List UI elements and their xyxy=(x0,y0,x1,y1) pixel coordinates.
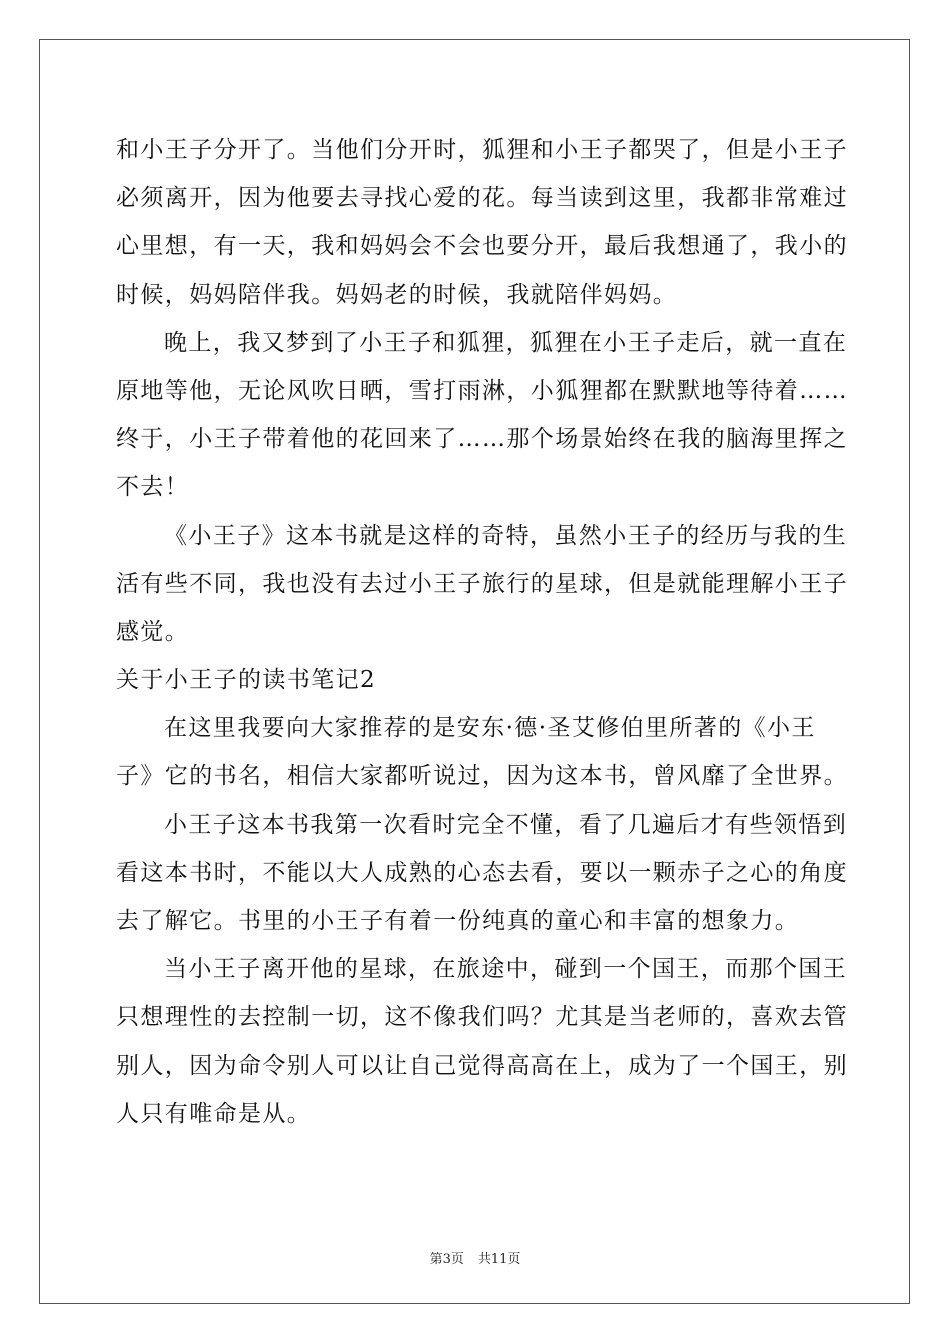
text-line: 只想理性的去控制一切，这不像我们吗？尤其是当老师的，喜欢去管 xyxy=(116,1004,848,1031)
text-line: 《小王子》这本书就是这样的奇特，虽然小王子的经历与我的生 xyxy=(164,522,848,549)
page-total: 共11页 xyxy=(477,1252,521,1267)
text-line: 和小王子分开了。当他们分开时，狐狸和小王子都哭了，但是小王子 xyxy=(116,137,848,163)
text-line: 感觉。 xyxy=(116,618,190,645)
text-line: 看这本书时，不能以大人成熟的心态去看，要以一颗赤子之心的角度 xyxy=(116,859,848,886)
text-line: 人只有唯命是从。 xyxy=(116,1100,312,1127)
text-line: 当小王子离开他的星球，在旅途中，碰到一个国王，而那个国王 xyxy=(164,956,848,983)
text-line: 子》它的书名，相信大家都听说过，因为这本书，曾风靡了全世界。 xyxy=(116,763,848,790)
text-line: 必须离开，因为他要去寻找心爱的花。每当读到这里，我都非常难过 xyxy=(116,185,848,212)
text-line: 去了解它。书里的小王子有着一份纯真的童心和丰富的想象力。 xyxy=(116,908,800,934)
text-line: 关于小王子的读书笔记2 xyxy=(116,667,377,694)
text-line: 小王子这本书我第一次看时完全不懂，看了几遍后才有些领悟到 xyxy=(164,811,848,838)
text-line: 时候，妈妈陪伴我。妈妈老的时候，我就陪伴妈妈。 xyxy=(116,281,678,308)
text-line: 原地等他，无论风吹日晒，雪打雨淋，小狐狸都在默默地等待着…… xyxy=(116,377,848,404)
text-line: 终于，小王子带着他的花回来了……那个场景始终在我的脑海里挥之 xyxy=(116,426,848,453)
page-footer xyxy=(0,1248,950,1267)
text-line: 不去！ xyxy=(116,474,190,501)
text-line: 活有些不同，我也没有去过小王子旅行的星球，但是就能理解小王子 xyxy=(116,570,848,597)
text-line: 晚上，我又梦到了小王子和狐狸，狐狸在小王子走后，就一直在 xyxy=(164,329,848,356)
text-line: 心里想，有一天，我和妈妈会不会也要分开，最后我想通了，我小的 xyxy=(116,233,848,260)
page-number: 第3页 xyxy=(429,1252,464,1267)
text-line: 别人，因为命令别人可以让自己觉得高高在上，成为了一个国王，别 xyxy=(116,1052,848,1079)
document-body xyxy=(116,126,848,1138)
text-line: 在这里我要向大家推荐的是安东·德·圣艾修伯里所著的《小王 xyxy=(164,715,816,742)
